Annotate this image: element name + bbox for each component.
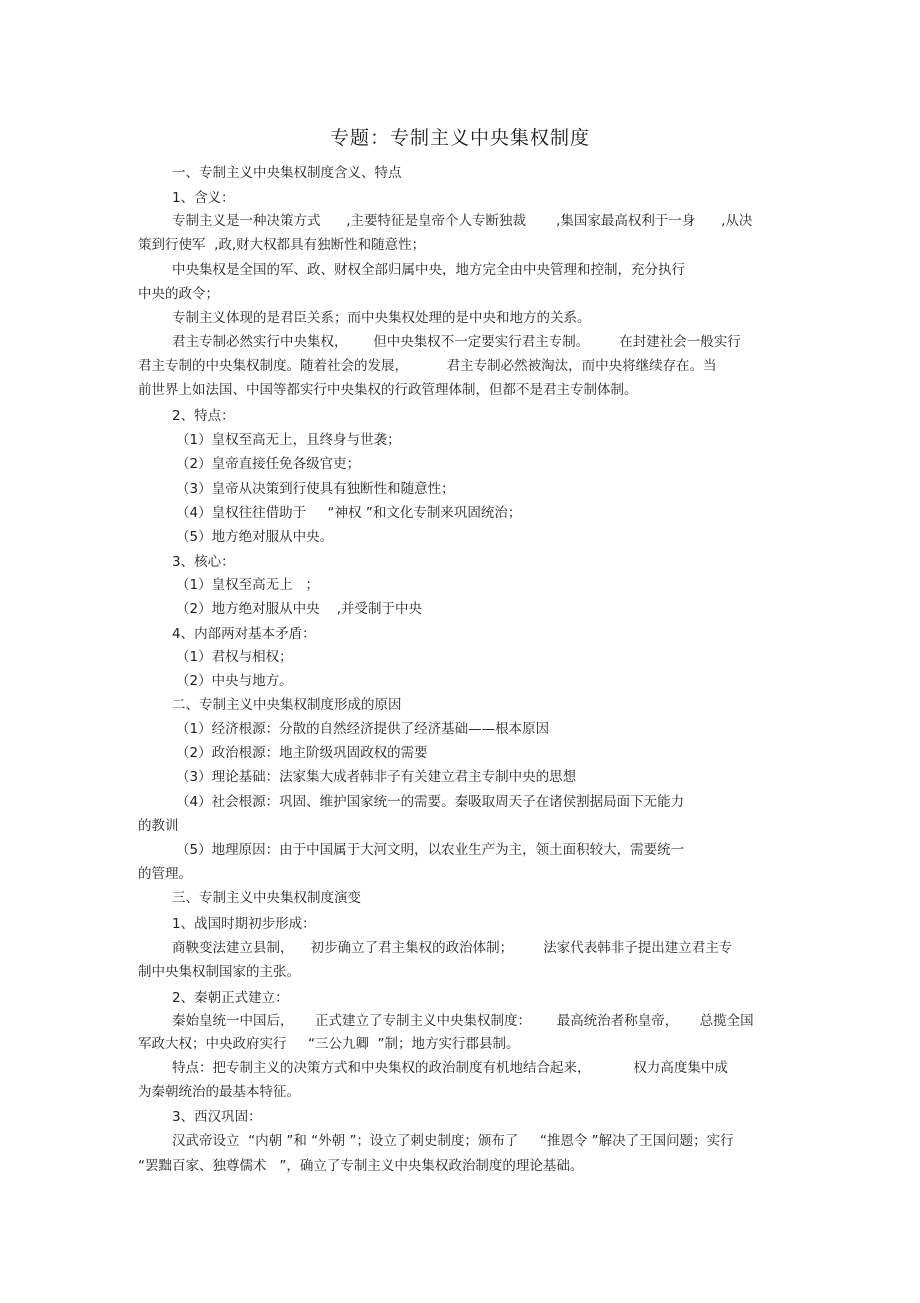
paragraph-line: 专制主义体现的是君臣关系；而中央集权处理的是中央和地方的关系。 <box>172 310 591 326</box>
list-item: （2）皇帝直接任免各级官吏； <box>176 456 361 472</box>
list-item: （5）地理原因：由于中国属于大河文明，以农业生产为主，领土面积较大，需要统一 <box>176 842 685 858</box>
subheading-features: 2、特点： <box>172 408 235 424</box>
paragraph-line: 的教训 <box>138 818 179 834</box>
paragraph-line: 汉武帝设立 “内朝 ”和 “外朝 ”；设立了刺史制度；颁布了 “推恩令 ”解决了王国问题；实行 <box>172 1133 734 1149</box>
paragraph-line: 中央的政令； <box>138 286 219 302</box>
list-item: （1）经济根源：分散的自然经济提供了经济基础——根本原因 <box>176 721 550 737</box>
paragraph-line: 为秦朝统治的最基本特征。 <box>138 1084 300 1100</box>
paragraph-line: 君主专制必然实行中央集权， 但中央集权不一定要实行君主专制。 在封建社会一般实行 <box>172 334 741 350</box>
subheading-core: 3、核心： <box>172 554 235 570</box>
list-item: （2）政治根源：地主阶级巩固政权的需要 <box>176 745 428 761</box>
page-title: 专题：专制主义中央集权制度 <box>329 127 590 149</box>
subheading-contradictions: 4、内部两对基本矛盾： <box>172 626 316 642</box>
list-item: （4）皇权往往借助于 “神权 ”和文化专制来巩固统治； <box>176 505 522 521</box>
list-item: （3）理论基础：法家集大成者韩非子有关建立君主专制中央的思想 <box>176 769 577 785</box>
section-heading-1: 一、专制主义中央集权制度含义、特点 <box>172 165 402 181</box>
paragraph-line: 前世界上如法国、中国等都实行中央集权的行政管理体制，但都不是君主专制体制。 <box>138 382 638 398</box>
section-heading-2: 二、专制主义中央集权制度形成的原因 <box>172 697 402 713</box>
list-item: （2）地方绝对服从中央 ,并受制于中央 <box>176 601 423 617</box>
list-item: （1）皇权至高无上 ； <box>176 577 319 593</box>
paragraph-line: 专制主义是一种决策方式 ,主要特征是皇帝个人专断独裁 ,集国家最高权利于一身 ,从决 <box>172 213 753 229</box>
list-item: （3）皇帝从决策到行使具有独断性和随意性； <box>176 481 455 497</box>
paragraph-line: “罢黜百家、独尊儒术 ”，确立了专制主义中央集权政治制度的理论基础。 <box>138 1158 584 1174</box>
paragraph-line: 中央集权是全国的军、政、财权全部归属中央，地方完全由中央管理和控制，充分执行 <box>172 262 685 278</box>
list-item: （2）中央与地方。 <box>176 673 293 689</box>
subheading-warring-states: 1、战国时期初步形成： <box>172 916 316 932</box>
paragraph-line: 特点：把专制主义的决策方式和中央集权的政治制度有机地结合起来， 权力高度集中成 <box>172 1060 728 1076</box>
subheading-meaning: 1、含义： <box>172 190 235 206</box>
paragraph-line: 君主专制的中央集权制度。随着社会的发展， 君主专制必然被淘汰，而中央将继续存在。当 <box>138 358 717 374</box>
list-item: （1）君权与相权； <box>176 649 293 665</box>
paragraph-line: 的管理。 <box>138 866 192 882</box>
list-item: （4）社会根源：巩固、维护国家统一的需要。秦吸取周天子在诸侯割据局面下无能力 <box>176 794 685 810</box>
subheading-western-han: 3、西汉巩固： <box>172 1109 262 1125</box>
paragraph-line: 军政大权；中央政府实行 “三公九卿 ”制；地方实行郡县制。 <box>138 1036 520 1052</box>
subheading-qin: 2、秦朝正式建立： <box>172 990 289 1006</box>
list-item: （1）皇权至高无上，且终身与世袭； <box>176 432 401 448</box>
paragraph-line: 策到行使军 ,政,财大权都具有独断性和随意性； <box>138 237 426 253</box>
section-heading-3: 三、专制主义中央集权制度演变 <box>172 890 361 906</box>
paragraph-line: 秦始皇统一中国后， 正式建立了专制主义中央集权制度： 最高统治者称皇帝， 总揽全国 <box>172 1013 754 1029</box>
paragraph-line: 商鞅变法建立县制， 初步确立了君主集权的政治体制； 法家代表韩非子提出建立君主专 <box>172 940 733 956</box>
list-item: （5）地方绝对服从中央。 <box>176 529 334 545</box>
paragraph-line: 制中央集权制国家的主张。 <box>138 964 300 980</box>
